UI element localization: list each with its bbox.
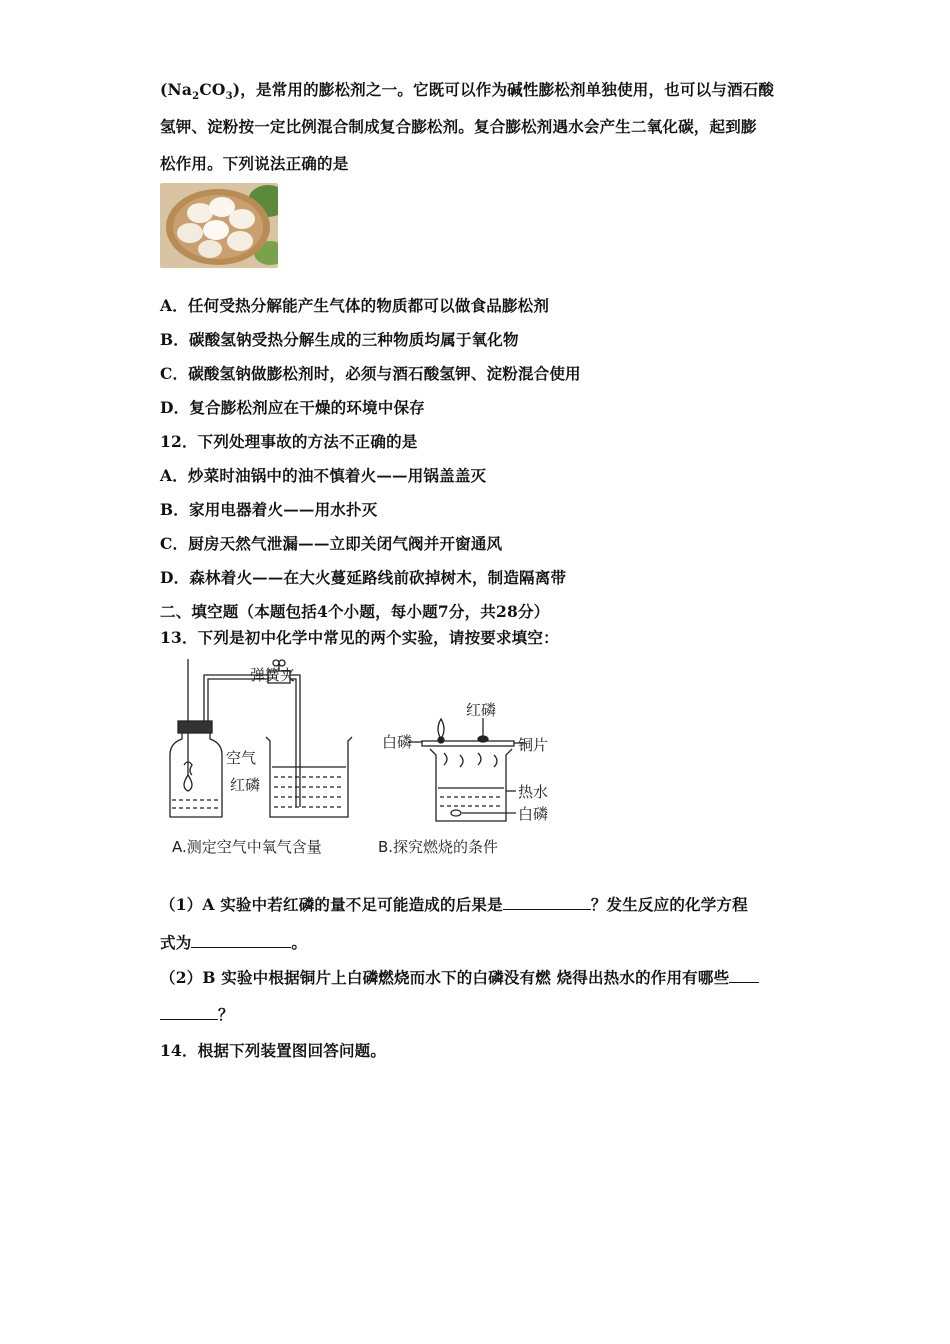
intro-line-3: 松作用。下列说法正确的是 <box>160 154 349 173</box>
label-clamp: 弹簧夹 <box>250 666 296 684</box>
intro-text: )，是常用的膨松剂之一。它既可以作为碱性膨松剂单独使用，也可以与酒石酸 <box>232 80 775 99</box>
formula-part: CO <box>199 80 226 99</box>
q13-sub1-text-d: 。 <box>291 933 308 952</box>
q13-sub1-text-c: 式为 <box>160 933 192 952</box>
q11-option-c: C．碳酸氢钠做膨松剂时，必须与酒石酸氢钾、淀粉混合使用 <box>160 364 581 383</box>
q14-stem: 14．根据下列装置图回答问题。 <box>160 1041 387 1060</box>
label-hot-water: 热水 <box>518 783 549 801</box>
answer-blank[interactable] <box>729 968 759 983</box>
label-copper-sheet: 铜片 <box>518 736 549 754</box>
q11-option-b: B．碳酸氢钠受热分解生成的三种物质均属于氧化物 <box>160 330 519 349</box>
q13-sub1-text-a: （1）A 实验中若红磷的量不足可能造成的后果是 <box>160 895 503 914</box>
q12-option-c: C．厨房天然气泄漏——立即关闭气阀并开窗通风 <box>160 534 503 553</box>
label-white-phosphorus-bottom: 白磷 <box>518 805 549 823</box>
q13-sub2-line1 <box>160 966 759 988</box>
q12-option-d: D．森林着火——在大火蔓延路线前砍掉树木，制造隔离带 <box>160 568 567 587</box>
q13-sub1-line2 <box>160 931 307 953</box>
intro-line-2: 氢钾、淀粉按一定比例混合制成复合膨松剂。复合膨松剂遇水会产生二氧化碳，起到膨 <box>160 117 757 136</box>
answer-blank[interactable] <box>191 933 291 948</box>
q13-sub2-line2 <box>160 1003 234 1025</box>
formula-subscript: 2 <box>192 91 200 103</box>
q12-option-b: B．家用电器着火——用水扑灭 <box>160 500 378 519</box>
intro-line-1 <box>160 78 774 102</box>
q12-option-a: A．炒菜时油锅中的油不慎着火——用锅盖盖灭 <box>160 466 487 485</box>
caption-a: A.测定空气中氧气含量 <box>172 838 322 856</box>
q13-sub1-line1 <box>160 893 748 915</box>
section-title: 二、填空题（本题包括4个小题，每小题7分，共28分） <box>160 602 550 621</box>
q13-stem: 13．下列是初中化学中常见的两个实验，请按要求填空： <box>160 628 559 647</box>
label-red-phosphorus-a: 红磷 <box>230 776 261 794</box>
q13-experiment-figure <box>160 655 580 865</box>
answer-blank[interactable] <box>160 1005 218 1020</box>
q13-sub2-text-b: ？ <box>218 1005 234 1024</box>
q13-sub2-text-a: （2）B 实验中根据铜片上白磷燃烧而水下的白磷没有燃 烧得出热水的作用有哪些 <box>160 968 730 987</box>
q11-option-a: A．任何受热分解能产生气体的物质都可以做食品膨松剂 <box>160 296 550 315</box>
steamed-buns-photo <box>160 183 278 268</box>
answer-blank[interactable] <box>503 895 591 910</box>
label-red-phosphorus-b: 红磷 <box>466 701 497 719</box>
formula-subscript: 3 <box>225 91 233 103</box>
label-white-phosphorus-top: 白磷 <box>382 733 413 751</box>
label-air: 空气 <box>226 749 257 767</box>
q13-sub1-text-b: ？发生反应的化学方程 <box>590 895 748 914</box>
apparatus-b <box>408 718 526 821</box>
formula-part: (Na <box>160 80 193 99</box>
q12-stem: 12．下列处理事故的方法不正确的是 <box>160 432 418 451</box>
caption-b: B.探究燃烧的条件 <box>378 838 499 856</box>
q11-option-d: D．复合膨松剂应在干燥的环境中保存 <box>160 398 425 417</box>
